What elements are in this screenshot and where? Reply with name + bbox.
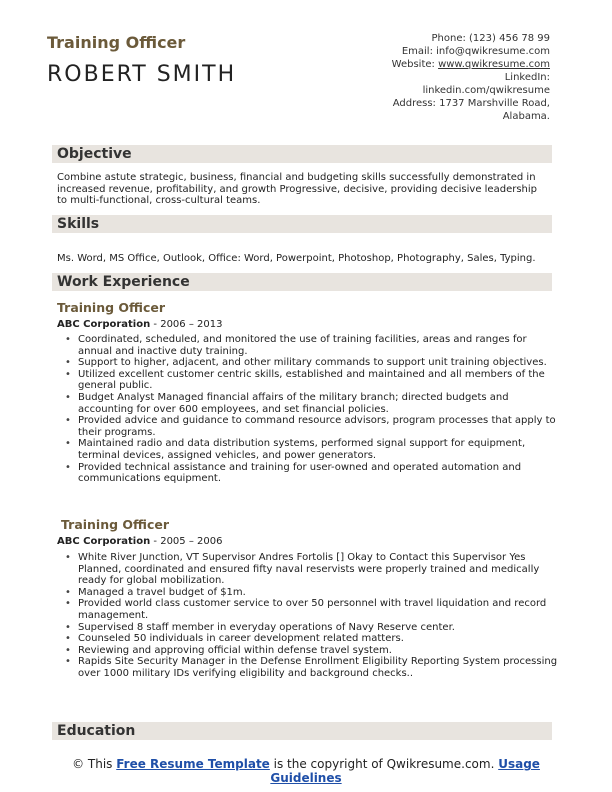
work-section-header [52, 273, 552, 291]
footer-prefix: © This [72, 757, 117, 771]
work-title: Work Experience [57, 274, 190, 290]
contact-address-line2: Alabama. [502, 111, 550, 122]
education-section-header [52, 722, 552, 740]
resume-job-title: Training Officer [47, 33, 186, 52]
list-item: • Provided technical assistance and training for user-owned and operated automation and communications equipment. [78, 462, 560, 485]
objective-section-header [52, 145, 552, 163]
job-1-role: Training Officer [57, 300, 166, 315]
job-1-dates: - 2006 – 2013 [150, 319, 223, 330]
list-item: • Budget Analyst Managed financial affairs of the military branch; directed budgets and accounting for over 600 employees, and set financial policies. [78, 392, 560, 415]
objective-title: Objective [57, 146, 132, 162]
list-item: • Supervised 8 staff member in everyday operations of Navy Reserve center. [78, 622, 560, 634]
skills-text: Ms. Word, MS Office, Outlook, Office: Word, Powerpoint, Photoshop, Photography, Sales, Typing. [57, 253, 536, 264]
list-item: • Utilized excellent customer centric skills, established and maintained and all members of the general public. [78, 369, 560, 392]
usage-guidelines-link-part2[interactable]: Guidelines [270, 771, 342, 785]
list-item: • Managed a travel budget of $1m. [78, 587, 560, 599]
list-item: • Support to higher, adjacent, and other military commands to support unit training objectives. [78, 357, 560, 369]
job-2-role: Training Officer [61, 517, 170, 532]
list-item: • Counseled 50 individuals in career development related matters. [78, 633, 560, 645]
job-2-bullets [65, 552, 560, 680]
list-item: • Reviewing and approving official within defense travel system. [78, 645, 560, 657]
contact-block [290, 32, 550, 123]
job-1-company: ABC Corporation [57, 319, 151, 330]
contact-email: Email: info@qwikresume.com [401, 46, 550, 57]
copyright-footer [0, 757, 612, 785]
list-item: • Rapids Site Security Manager in the Defense Enrollment Eligibility Reporting System processing over 1000 military IDs verifying eligibility and background checks.. [78, 656, 560, 679]
contact-linkedin-label: LinkedIn: [504, 72, 550, 83]
skills-title: Skills [57, 216, 100, 232]
contact-address-line1: Address: 1737 Marshville Road, [392, 98, 550, 109]
contact-phone: Phone: (123) 456 78 99 [431, 33, 550, 44]
job-2-company: ABC Corporation [57, 536, 151, 547]
contact-website [290, 58, 550, 71]
footer-middle: is the copyright of Qwikresume.com. [269, 757, 499, 771]
list-item: • Provided advice and guidance to command resource advisors, program processes that apply to their programs. [78, 415, 560, 438]
free-resume-template-link[interactable]: Free Resume Template [116, 757, 270, 771]
contact-linkedin-value: linkedin.com/qwikresume [422, 85, 550, 96]
job-2-dates: - 2005 – 2006 [150, 536, 223, 547]
job-2-employer [57, 536, 222, 547]
skills-section-header [52, 215, 552, 233]
website-link[interactable]: www.qwikresume.com [438, 59, 550, 70]
job-1-bullets [65, 334, 560, 485]
job-1-employer [57, 319, 222, 330]
candidate-name: ROBERT SMITH [47, 62, 237, 87]
website-label: Website: [391, 59, 439, 70]
usage-guidelines-link-part1[interactable]: Usage [498, 757, 540, 771]
objective-text: Combine astute strategic, business, financial and budgeting skills successfully demonstrated in increased revenue, profitability, and growth Progressive, decisive, providing decisive leadership to multi-functional, cross-cultural teams. [57, 172, 537, 207]
list-item: • Maintained radio and data distribution systems, performed signal support for equipment, terminal devices, assigned vehicles, and power generators. [78, 438, 560, 461]
education-title: Education [57, 723, 136, 739]
list-item: • White River Junction, VT Supervisor Andres Fortolis [] Okay to Contact this Supervisor Yes Planned, coordinated and ensured fifty naval reservists were properly trained and medically ready for global mobilization. [78, 552, 560, 587]
list-item: • Provided world class customer service to over 50 personnel with travel liquidation and record management. [78, 598, 560, 621]
list-item: • Coordinated, scheduled, and monitored the use of training facilities, areas and ranges for annual and inactive duty training. [78, 334, 560, 357]
